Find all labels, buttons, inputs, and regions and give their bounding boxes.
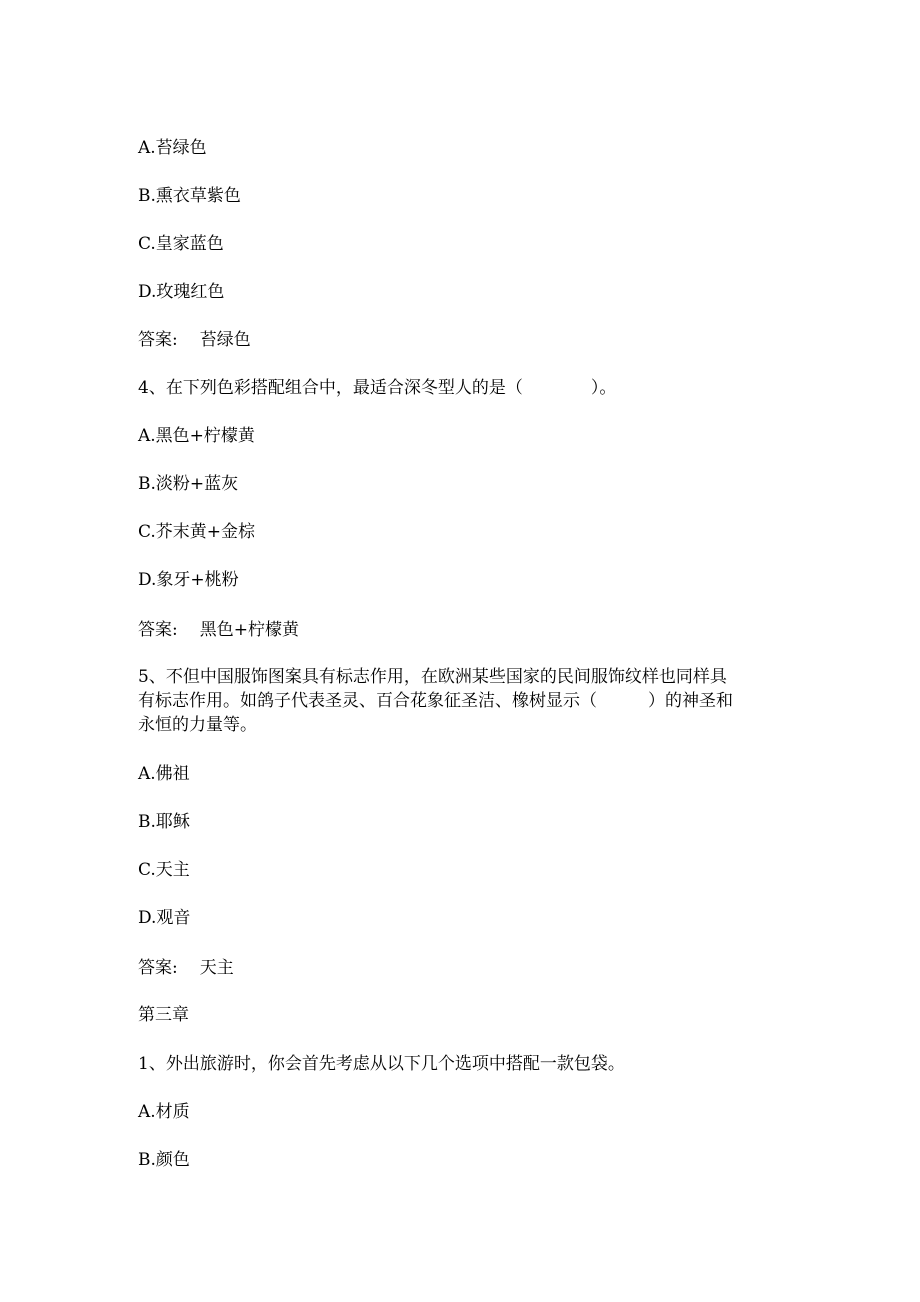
option-a: A.材质 [138, 1102, 190, 1122]
option-a: A.苔绿色 [138, 138, 207, 158]
question-line: 永恒的力量等。 [138, 715, 257, 735]
answer-label: 答案: [138, 958, 178, 978]
answer-value: 黑色+柠檬黄 [199, 620, 299, 640]
option-b: B.耶稣 [138, 812, 190, 832]
option-d: D.玫瑰红色 [138, 282, 225, 302]
option-c: C.芥末黄+金棕 [138, 522, 256, 542]
option-b: B.淡粉+蓝灰 [138, 474, 239, 494]
question-line: 有标志作用。如鸽子代表圣灵、百合花象征圣洁、橡树显示（ ）的神圣和 [138, 691, 733, 711]
answer-label: 答案: [138, 330, 178, 350]
question-text: 1、外出旅游时，你会首先考虑从以下几个选项中搭配一款包袋。 [138, 1054, 625, 1074]
answer-line [138, 330, 251, 350]
option-b: B.颜色 [138, 1150, 190, 1170]
option-b: B.熏衣草紫色 [138, 186, 241, 206]
option-c: C.天主 [138, 860, 190, 880]
option-a: A.佛祖 [138, 764, 190, 784]
answer-line [138, 620, 299, 640]
question-text: 4、在下列色彩搭配组合中，最适合深冬型人的是（ ）。 [138, 378, 617, 398]
question-line: 5、不但中国服饰图案具有标志作用，在欧洲某些国家的民间服饰纹样也同样具 [138, 667, 727, 687]
chapter-heading: 第三章 [138, 1005, 189, 1025]
option-d: D.象牙+桃粉 [138, 570, 239, 590]
answer-value: 苔绿色 [199, 330, 251, 350]
option-c: C.皇家蓝色 [138, 234, 224, 254]
question-text [138, 665, 788, 737]
option-a: A.黑色+柠檬黄 [138, 426, 255, 446]
answer-line [138, 958, 234, 978]
option-d: D.观音 [138, 908, 191, 928]
answer-label: 答案: [138, 620, 178, 640]
answer-value: 天主 [199, 958, 234, 978]
